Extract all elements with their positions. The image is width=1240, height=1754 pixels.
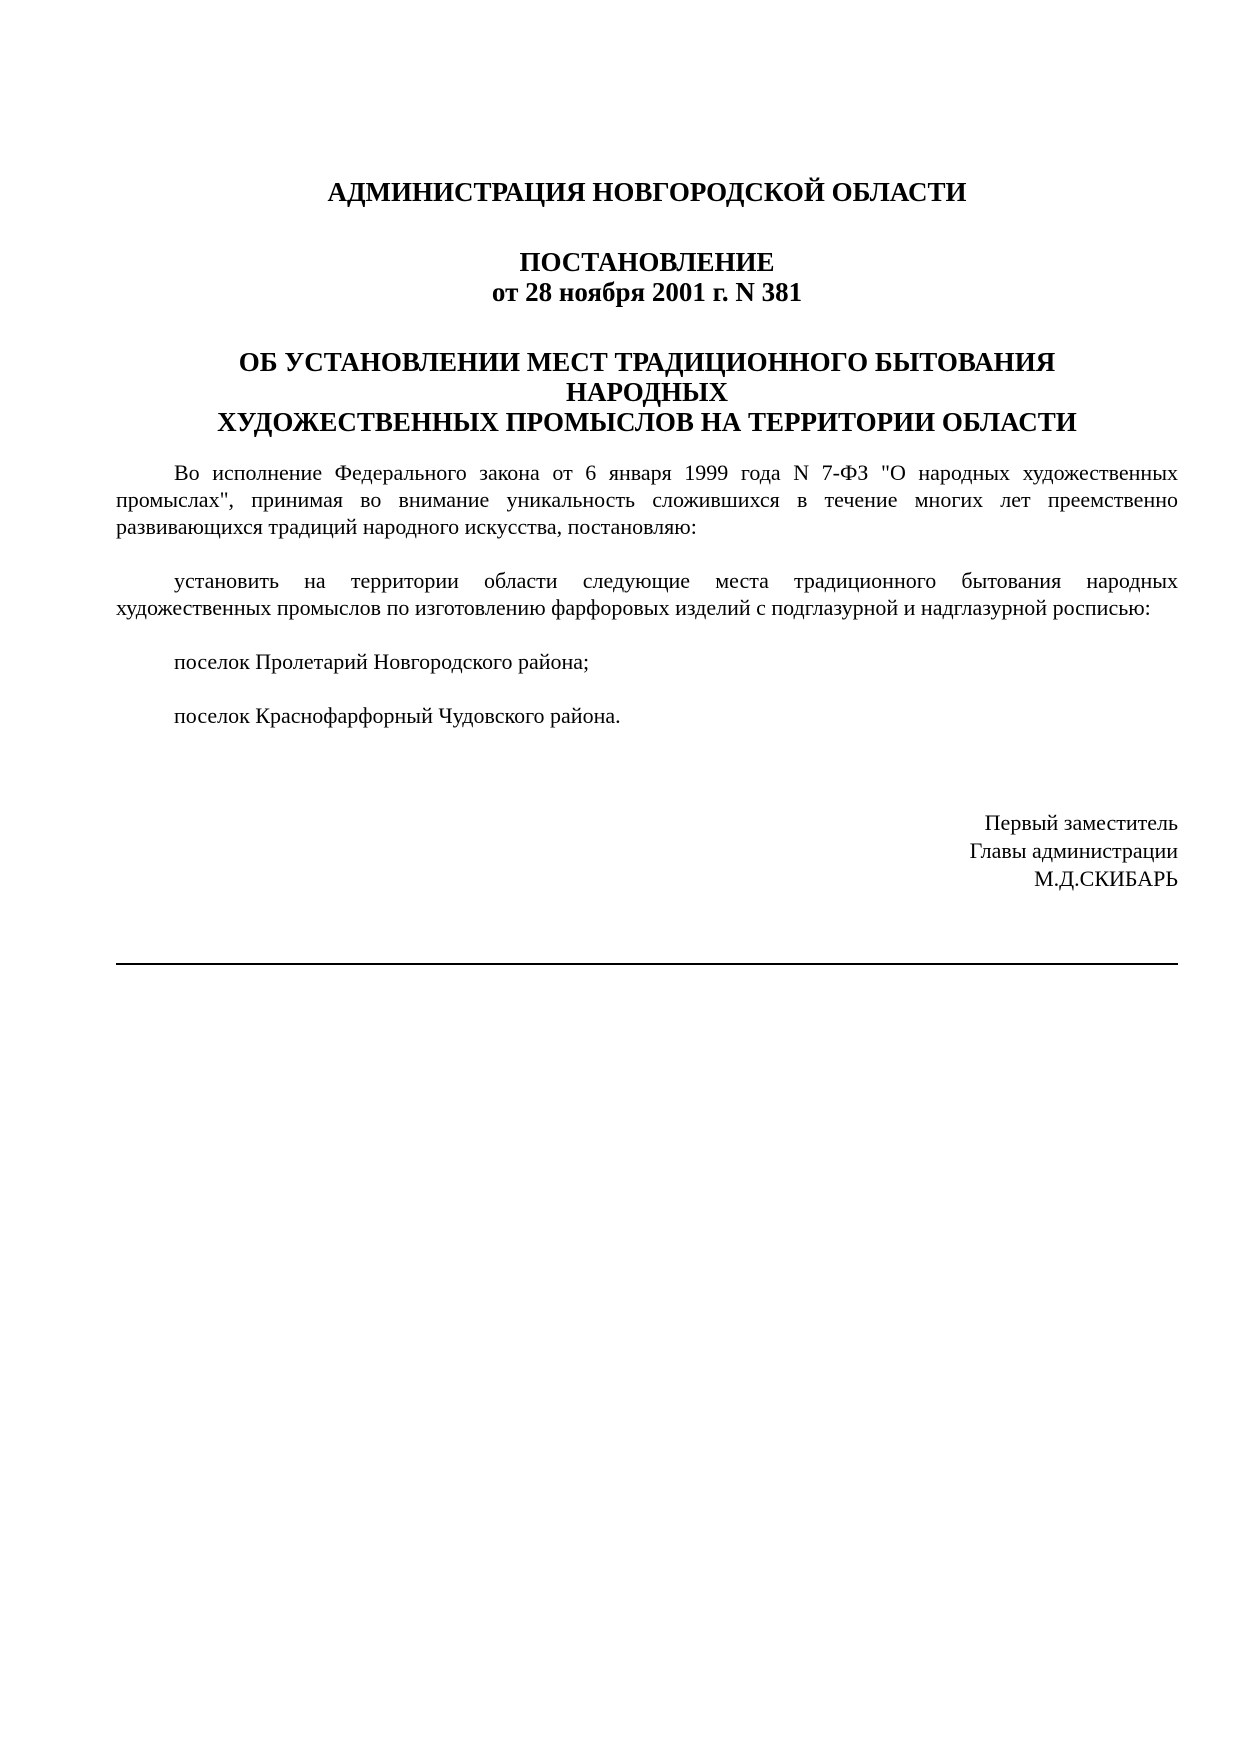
- signature-position-line-1: Первый заместитель: [984, 810, 1178, 835]
- document-title-line-1: ОБ УСТАНОВЛЕНИИ МЕСТ ТРАДИЦИОННОГО БЫТОВАНИЯ: [238, 347, 1056, 377]
- signature-name: М.Д.СКИБАРЬ: [1034, 866, 1178, 891]
- body-paragraph-preamble: Во исполнение Федерального закона от 6 января 1999 года N 7-ФЗ "О народных художественных промыслах", принимая во внимание уникальность сложившихся в течение многих лет преемственно развивающихся традиций народного искусства, постановляю:: [116, 460, 1178, 539]
- body-paragraph-location-1: поселок Пролетарий Новгородского района;: [174, 649, 590, 674]
- document-date-number: от 28 ноября 2001 г. N 381: [491, 277, 803, 307]
- body-paragraph-resolution: установить на территории области следующие места традиционного бытования народных художественных промыслов по изготовлению фарфоровых изделий с подглазурной и надглазурной росписью:: [116, 568, 1178, 620]
- document-title: [116, 347, 1178, 437]
- document-type-heading: ПОСТАНОВЛЕНИЕ: [519, 247, 775, 277]
- organization-heading: АДМИНИСТРАЦИЯ НОВГОРОДСКОЙ ОБЛАСТИ: [327, 177, 967, 207]
- document-title-line-2: НАРОДНЫХ: [565, 377, 729, 407]
- document-content: [116, 177, 1178, 891]
- signature-block: [970, 809, 1178, 893]
- document-title-line-3: ХУДОЖЕСТВЕННЫХ ПРОМЫСЛОВ НА ТЕРРИТОРИИ ОБЛАСТИ: [217, 407, 1077, 437]
- signature-position-line-2: Главы администрации: [969, 838, 1178, 863]
- body-paragraph-location-2: поселок Краснофарфорный Чудовского района.: [174, 703, 621, 728]
- horizontal-divider: [116, 963, 1178, 965]
